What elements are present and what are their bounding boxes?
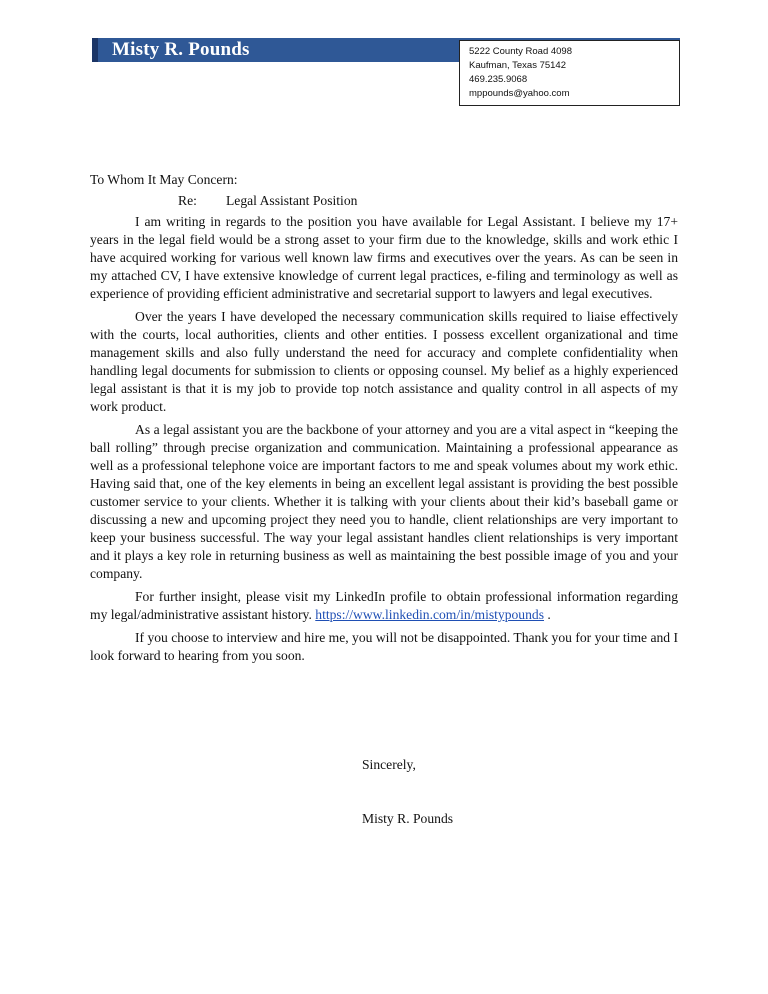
contact-email: mppounds@yahoo.com [469,88,570,99]
paragraph-intro: I am writing in regards to the position you have available for Legal Assistant. I believe my 17+ years in the legal field would be a strong asset to your firm due to the knowledge, skills and work ethic I have acquired working for various well known law firms and executives over the years. As can be seen in my attached CV, I have extensive knowledge of current legal practices, e-filing and terminology as well as experience of providing efficient administrative and secretarial support to lawyers and legal executives. [90,214,678,301]
paragraph-role: As a legal assistant you are the backbone of your attorney and you are a vital aspect in “keeping the ball rolling” through precise organization and communication. Maintaining a professional appearance as well as a professional telephone voice are important factors to me and speak volumes about my work ethic. Having said that, one of the key elements in being an excellent legal assistant is providing the best possible customer service to your clients. Whether it is talking with your clients about their kid’s baseball game or discussing a new and upcoming project they need you to handle, client relationships are very important to keep your business successful. The way your legal assistant handles client relationships is very important and it plays a key role in returning business as well as maintaining the best possible image of you and your company. [90,422,678,581]
subject-line [178,192,678,210]
contact-phone: 469.235.9068 [469,74,528,85]
paragraph-skills: Over the years I have developed the necessary communication skills required to liaise effectively with the courts, local authorities, clients and other entities. I possess excellent organizational and time management skills and also fully understand the need for accuracy and complete confidentiality when handling legal documents for submission to clients or opposing counsel. My belief as a highly experienced legal assistant is that it is my job to provide top notch assistance and quality control in all aspects of my work product. [90,309,678,414]
contact-address-line1: 5222 County Road 4098 [469,46,572,57]
header-banner-accent [92,38,98,62]
linkedin-intro-text: For further insight, please visit my LinkedIn profile to obtain professional information regarding my legal/administrative assistant history. [90,589,678,622]
paragraph-linkedin [90,588,678,624]
paragraph-closing: If you choose to interview and hire me, you will not be disappointed. Thank you for your time and I look forward to hearing from you soon. [90,630,678,663]
subject-text: Legal Assistant Position [226,193,358,208]
linkedin-link[interactable]: https://www.linkedin.com/in/mistypounds [315,607,544,622]
subject-label: Re: [178,193,197,208]
letter-body [90,171,678,670]
contact-box [459,40,680,106]
salutation: To Whom It May Concern: [90,172,238,187]
sender-name: Misty R. Pounds [112,39,250,60]
linkedin-end-period: . [547,607,551,622]
signature-name: Misty R. Pounds [362,811,454,826]
closing: Sincerely, [362,757,416,772]
contact-address-line2: Kaufman, Texas 75142 [469,60,567,71]
